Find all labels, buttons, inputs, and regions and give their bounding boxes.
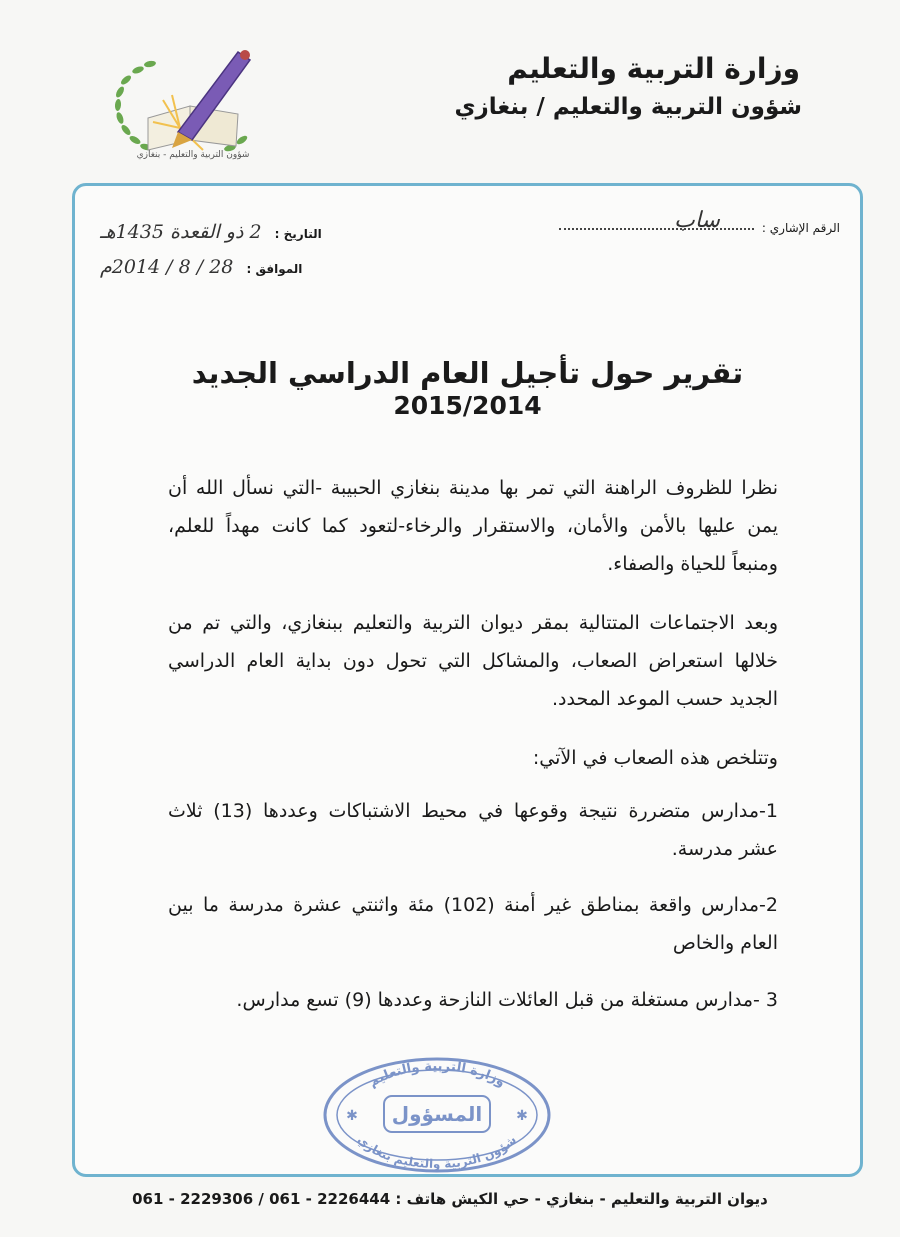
stamp-center-text: المسؤول — [391, 1102, 483, 1126]
stamp-bottom-text: شؤون التربية والتعليم بنغازي — [354, 1132, 520, 1172]
date-row-gregorian — [100, 256, 302, 278]
reference-label: الرقم الإشاري : — [761, 221, 840, 235]
reference-signature: ساب — [674, 208, 720, 233]
list-item-3: 3 -مدارس مستغلة من قبل العائلات النازحة وعددها (9) تسع مدارس. — [236, 989, 778, 1011]
letterhead — [0, 0, 900, 180]
date-gregorian-value: 28 / 8 / 2014م — [100, 256, 234, 278]
footer-contact: ديوان التربية والتعليم - بنغازي - حي الكيش هاتف : 2226444 - 061 / 2229306 - 061 — [132, 1190, 768, 1208]
date-row-hijri — [100, 221, 322, 243]
stamp-star-left-icon: ✱ — [346, 1108, 358, 1124]
document-frame — [72, 183, 863, 1177]
ministry-subtitle: شؤون التربية والتعليم / بنغازي — [454, 94, 802, 120]
list-item-2: 2-مدارس واقعة بمناطق غير أمنة (102) مئة واثنتي عشرة مدرسة ما بين العام والخاص — [168, 894, 778, 954]
reference-dotted-line — [559, 228, 754, 230]
svg-text:شؤون التربية والتعليم بنغازي — [355, 1133, 519, 1172]
equiv-label: الموافق : — [246, 262, 303, 276]
stamp-star-right-icon: ✱ — [516, 1108, 528, 1124]
date-label: التاريخ : — [274, 227, 322, 241]
paragraph-meetings: وبعد الاجتماعات المتتالية بمقر ديوان التربية والتعليم ببنغازي، والتي تم من خلالها استعراض الصعاب، والمشاكل التي تحول دون بداية العام الدراسي الجديد حسب الموعد المحدد. — [168, 612, 778, 710]
ministry-title: وزارة التربية والتعليم — [507, 52, 800, 85]
official-stamp — [322, 1056, 552, 1174]
list-item-1: 1-مدارس متضررة نتيجة وقوعها في محيط الاشتباكات وعددها (13) ثلاث عشر مدرسة. — [168, 800, 778, 860]
date-hijri-value: 2 ذو القعدة 1435هـ — [100, 221, 262, 243]
report-title: تقرير حول تأجيل العام الدراسي الجديد — [191, 356, 744, 390]
logo-caption: شؤون التربية والتعليم - بنغازي — [136, 150, 250, 160]
stamp-top-text: وزارة التربية والتعليم — [366, 1058, 508, 1091]
report-year: 2015/2014 — [393, 391, 542, 420]
paragraph-summary: وتتلخص هذه الصعاب في الآتي: — [532, 747, 778, 769]
paragraph-intro: نظرا للظروف الراهنة التي تمر بها مدينة بنغازي الحبيبة -التي نسأل الله أن يمن عليها بالأمن والأمان، والاستقرار والرخاء-لتعود كما كانت مهداً للعلم، ومنبعاً للحياة والصفاء. — [168, 477, 778, 575]
